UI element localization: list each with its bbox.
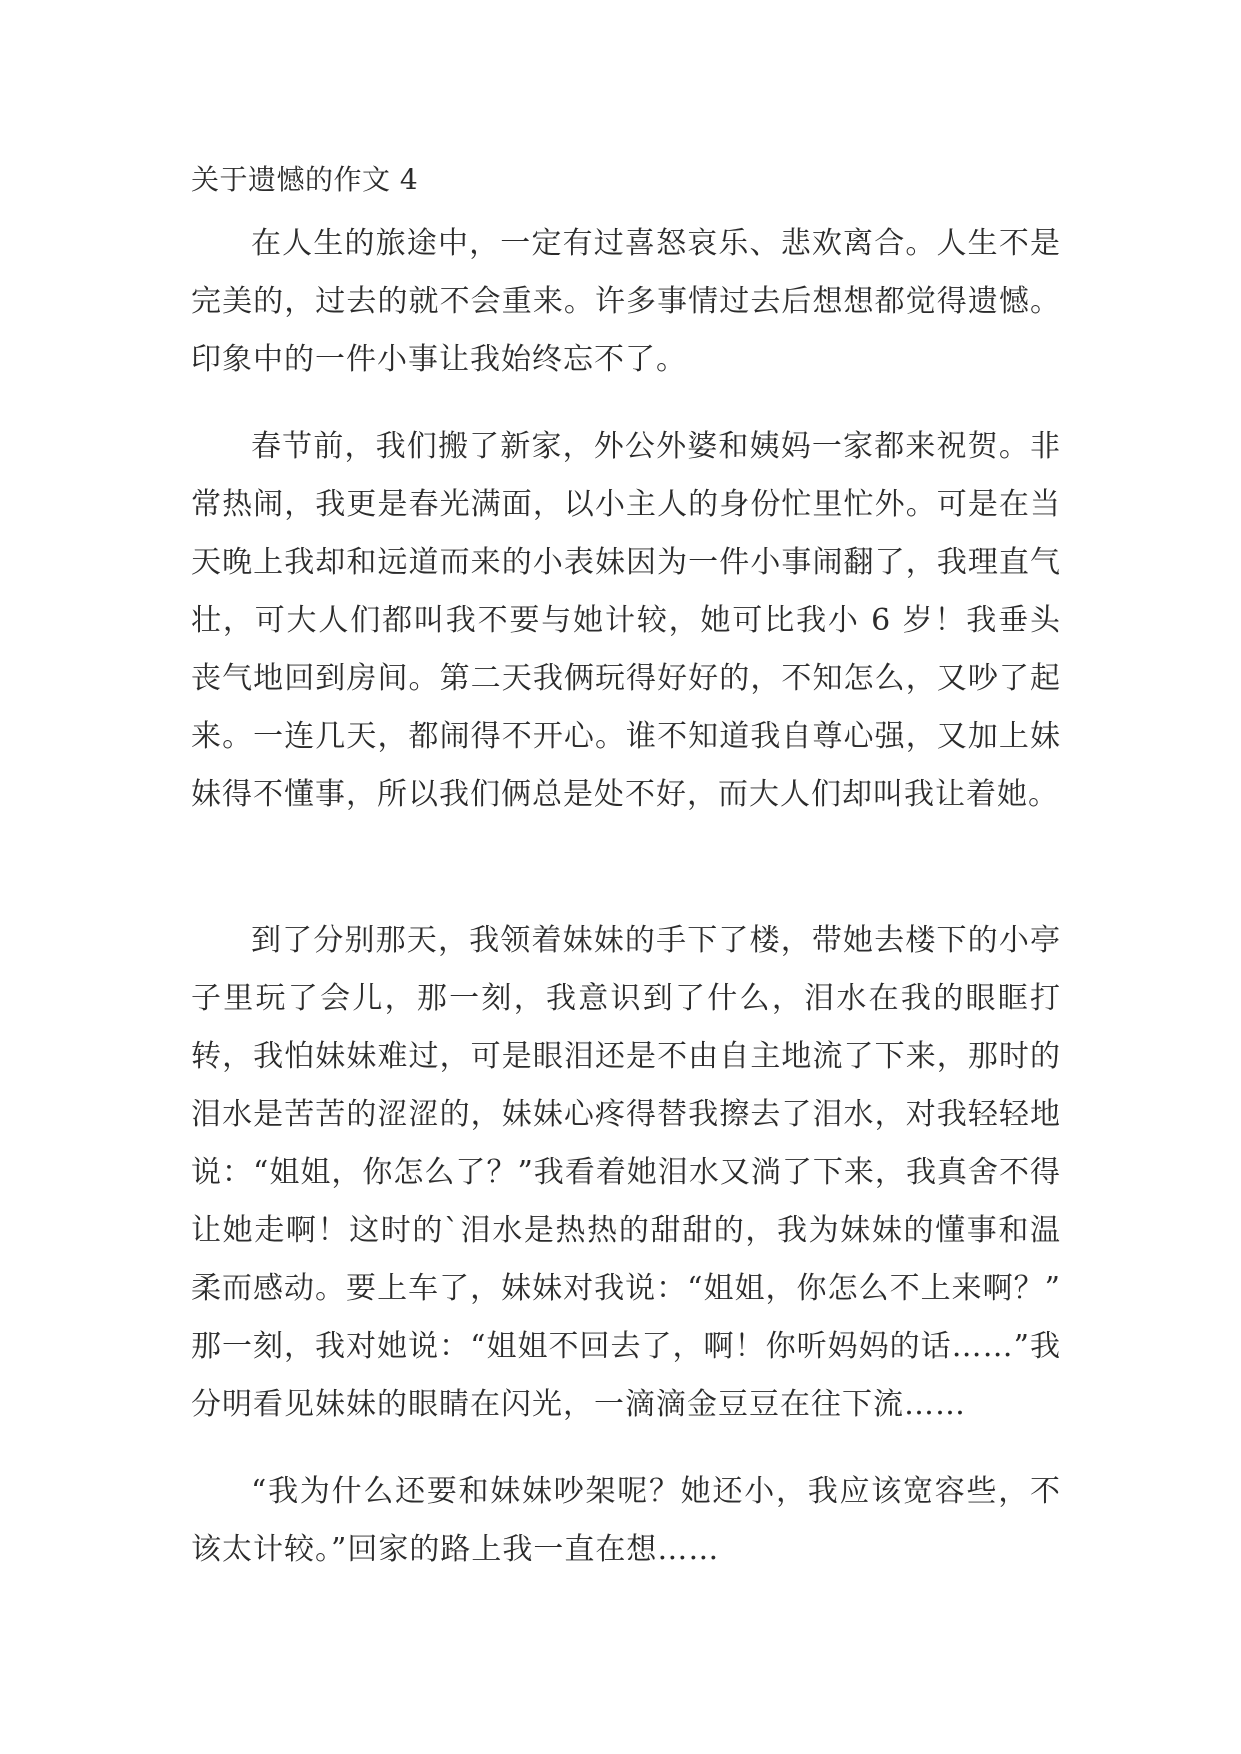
paragraph-2: 春节前，我们搬了新家，外公外婆和姨妈一家都来祝贺。非常热闹，我更是春光满面，以小主人的身份忙里忙外。可是在当天晚上我却和远道而来的小表妹因为一件小事闹翻了，我理直气壮，可大人们都叫我不要与她计较，她可比我小 6 岁！我垂头丧气地回到房间。第二天我俩玩得好好的，不知怎么，又吵了起来。一连几天，都闹得不开心。谁不知道我自尊心强，又加上妹妹得不懂事，所以我们俩总是处不好，而大人们却叫我让着她。 bbox=[191, 429, 1061, 812]
essay-title: 关于遗憾的作文 4 bbox=[191, 163, 419, 196]
paragraph-3: 到了分别那天，我领着妹妹的手下了楼，带她去楼下的小亭子里玩了会儿，那一刻，我意识到了什么，泪水在我的眼眶打转，我怕妹妹难过，可是眼泪还是不由自主地流了下来，那时的泪水是苦苦的涩涩的，妹妹心疼得替我擦去了泪水，对我轻轻地说：“姐姐，你怎么了？”我看着她泪水又淌了下来，我真舍不得让她走啊！这时的`泪水是热热的甜甜的，我为妹妹的懂事和温柔而感动。要上车了，妹妹对我说：“姐姐，你怎么不上来啊？” 那一刻，我对她说：“姐姐不回去了，啊！你听妈妈的话……”我分明看见妹妹的眼睛在闪光，一滴滴金豆豆在往下流…… bbox=[191, 923, 1061, 1422]
paragraph-1: 在人生的旅途中，一定有过喜怒哀乐、悲欢离合。人生不是完美的，过去的就不会重来。许多事情过去后想想都觉得遗憾。印象中的一件小事让我始终忘不了。 bbox=[191, 226, 1061, 377]
paragraph-4: “我为什么还要和妹妹吵架呢？她还小，我应该宽容些，不该太计较。”回家的路上我一直在想…… bbox=[191, 1474, 1061, 1567]
